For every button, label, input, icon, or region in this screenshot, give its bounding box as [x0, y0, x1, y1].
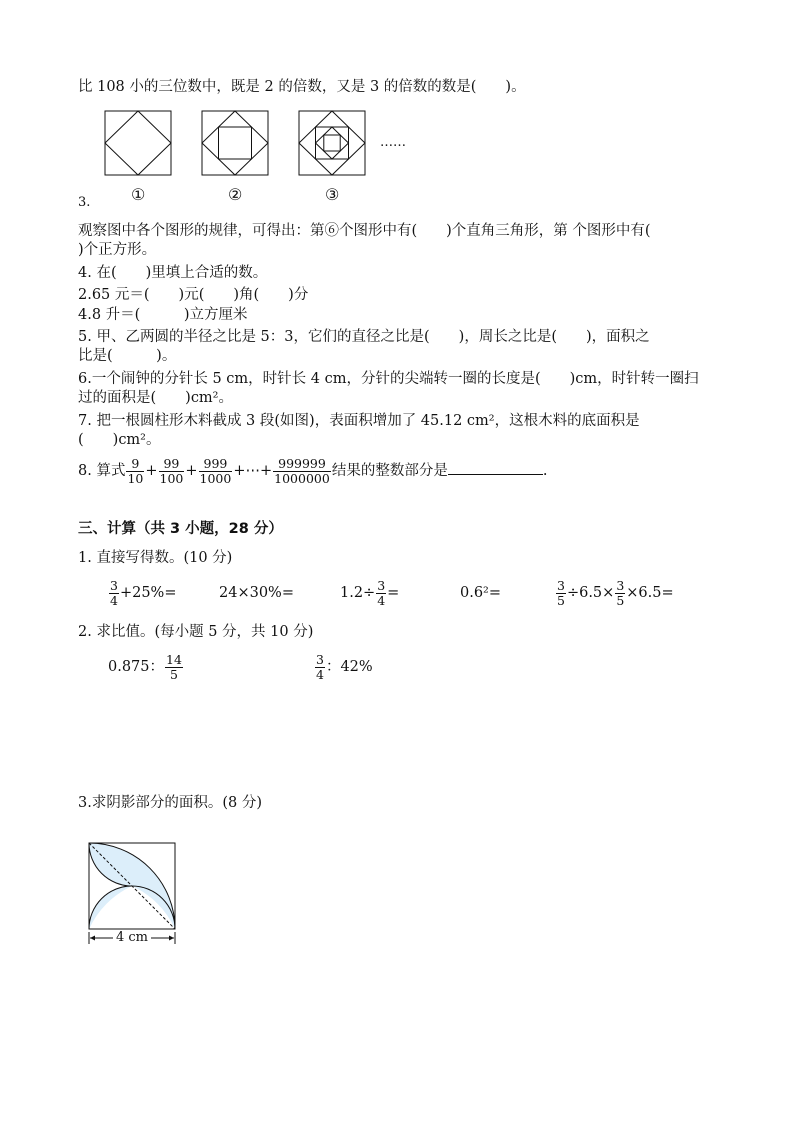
calc1-title: 1. 直接写得数。(10 分) — [78, 550, 233, 566]
dimension-label: 4 cm — [116, 930, 149, 945]
q3-text-line1: 观察图中各个图形的规律，可得出：第⑥个图形中有( )个直角三角形，第 个图形中有( — [78, 223, 651, 239]
q8-fraction-3: $\frac{999}{1000}$ — [199, 455, 232, 486]
calc1-expr-1: $\frac{3}{4}$ +25%= — [110, 577, 177, 608]
q7-line1: 7. 把一根圆柱形木料截成 3 段(如图)，表面积增加了 45.12 cm²，这根木料的底面积是 — [78, 413, 640, 429]
calc1-expr-3: 1.2÷ $\frac{3}{4}$ = — [340, 577, 400, 608]
q5-line2: 比是( )。 — [78, 348, 177, 364]
q4-b: 4.8 升＝( )立方厘米 — [78, 307, 248, 323]
q8-fraction-4: $\frac{999999}{1000000}$ — [274, 455, 330, 486]
question-intro: 比 108 小的三位数中，既是 2 的倍数，又是 3 的倍数的数是( )。 — [78, 79, 526, 95]
q4-a: 2.65 元＝( )元( )角( )分 — [78, 287, 309, 303]
q8-fraction-1: $\frac{9}{10}$ — [127, 455, 144, 486]
q6-line2: 过的面积是( )cm²。 — [78, 390, 233, 406]
q7-line2: ( )cm²。 — [78, 432, 161, 448]
figures-ellipsis: …… — [380, 135, 406, 150]
q5-line1: 5. 甲、乙两圆的半径之比是 5：3，它们的直径之比是( )，周长之比是( )，面积之 — [78, 329, 650, 345]
figure-label-3: ③ — [325, 185, 340, 204]
calc1-expr-4: 0.6²= — [460, 585, 502, 601]
q8-prefix: 8. 算式 — [78, 463, 126, 479]
calc1-expr-2: 24×30%= — [219, 585, 294, 601]
calc2-ratio-1: 0.875： $\frac{14}{5}$ — [108, 651, 182, 682]
calc2-ratio-2: $\frac{3}{4}$ ：42% — [316, 651, 373, 682]
section-3-title: 三、计算（共 3 小题，28 分） — [78, 521, 283, 537]
q8-fraction-2: $\frac{99}{100}$ — [159, 455, 184, 486]
figure-label-1: ① — [131, 185, 146, 204]
q8: 8. 算式 $\frac{9}{10}$ + $\frac{99}{100}$ + $\frac{999}{1000}$ +⋯+ $\frac{999999}{1000000}$ 结果的整数部分是 . — [78, 455, 548, 486]
q6-line1: 6.一个闹钟的分针长 5 cm，时针长 4 cm，分针的尖端转一圈的长度是( )cm，时针转一圈扫 — [78, 371, 699, 387]
calc1-expr-5: $\frac{3}{5}$ ÷6.5× $\frac{3}{5}$ ×6.5= — [557, 577, 674, 608]
q4-title: 4. 在( )里填上合适的数。 — [78, 265, 268, 281]
q3-number: 3. — [78, 195, 91, 210]
q8-answer-blank[interactable] — [448, 460, 543, 475]
figure-label-2: ② — [228, 185, 243, 204]
calc3-title: 3.求阴影部分的面积。(8 分) — [78, 795, 262, 811]
q3-text-line2: )个正方形。 — [78, 242, 157, 258]
pattern-figure-1 — [104, 110, 174, 178]
q8-suffix: 结果的整数部分是 — [331, 463, 448, 479]
calc2-title: 2. 求比值。(每小题 5 分，共 10 分) — [78, 624, 314, 640]
pattern-figure-2 — [201, 110, 271, 178]
pattern-figure-3 — [298, 110, 368, 178]
